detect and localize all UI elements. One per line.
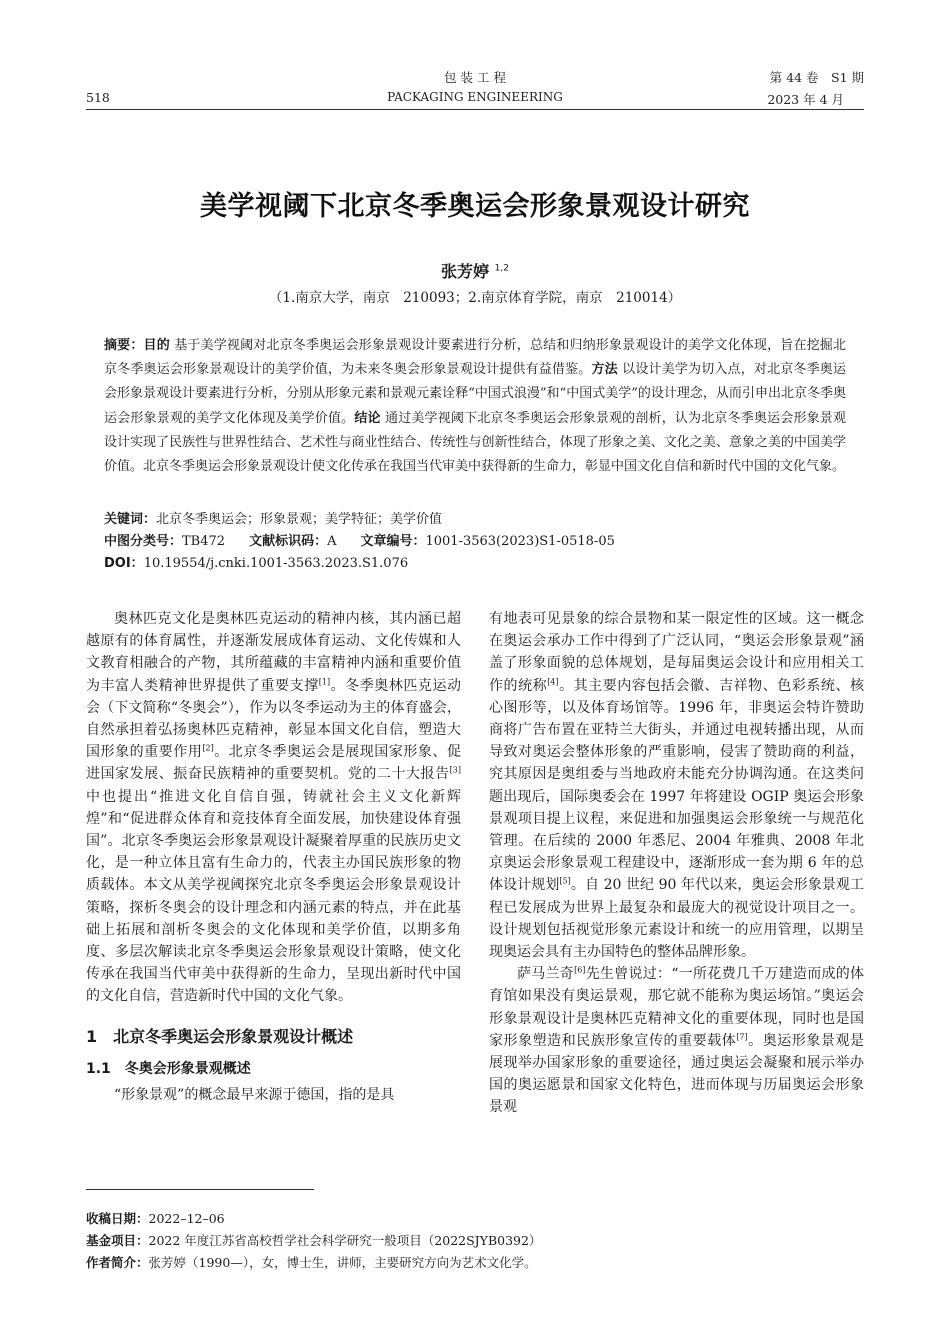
author-bio — [86, 1253, 537, 1271]
section-1-1-heading: 1.1 冬奥会形象景观概述 — [86, 1060, 251, 1077]
doi-label: DOI： — [104, 556, 144, 571]
right-text-1: 有地表可见景象的综合景物和某一限定性的区域。这一概念在奥运会承办工作中得到了广泛认同，“奥运会形象景观”涵盖了形象面貌的总体规划，是每届奥运会设计和应用相关工作的统称 — [489, 611, 864, 694]
author-affil-sup: 1,2 — [494, 263, 509, 274]
intro-text-4: 中也提出“推进文化自信自强，铸就社会主义文化新辉煌”和“促进群众体育和竞技体育全面发展，加快建设体育强国”。北京冬季奥运会形象景观设计凝聚着厚重的民族历史文化，是一种立体且富有生命力的，代表主办国民族形象的物质载体。本文从美学视阈探究北京冬季奥运会形象景观设计策略，探析冬奥会的设计理念和内涵元素的特点，并在此基础上拓展和剖析冬奥会的文化体现和美学价值，以期多角度、多层次解读北京冬季奥运会形象景观设计策略，使文化传承在我国当代审美中获得新的生命力，呈现出新时代中国的文化自信，营造新时代中国的文化气象。 — [86, 788, 461, 1005]
ref-1: [1] — [318, 676, 331, 686]
conclusion-label: 结论 — [354, 410, 381, 426]
abstract-purpose: 基于美学视阈对北京冬季奥运会形象景观设计要素进行分析，总结和归纳形象景观设计的美学文化体现，旨在挖掘北京冬季奥运会形象景观设计的美学价值，为未来冬奥会形象景观设计提供有益借鉴。 — [104, 338, 846, 378]
right-paragraph-2 — [489, 963, 864, 1118]
doi-value: 10.19554/j.cnki.1001-3563.2023.S1.076 — [143, 556, 409, 571]
ref-5: [5] — [559, 876, 571, 886]
right-text-4: 萨马兰奇 — [517, 966, 575, 983]
received-value: 2022–12–06 — [148, 1211, 225, 1226]
received-date — [86, 1209, 225, 1227]
ref-6: [6] — [574, 965, 586, 975]
footnote-rule — [86, 1189, 314, 1190]
doc-code-value: A — [327, 534, 337, 549]
right-text-5: 先生曾说过：“一所花费几千万建造而成的体育馆如果没有奥运景观，那它就不能称为奥运场馆。”奥运会形象景观设计是奥林匹克精神文化的重要体现，同时也是国家形象塑造和民族形象宣传的重要载体 — [489, 966, 865, 1049]
right-text-6: 。奥运形象景观是展现举办国家形象的重要途径，通过奥运会凝聚和展示举办国的奥运愿景和国家文化特色，进而体现与历届奥运会形象景观 — [489, 1032, 865, 1116]
abstract-method: 以设计美学为切入点，对北京冬季奥运会形象景观设计要素进行分析，分别从形象元素和景观元素诠释“中国式浪漫”和“中国式美学”的设计理念，从而引申出北京冬季奥运会形象景观的美学文化体现及美学价值。 — [104, 362, 846, 426]
section-1-heading: 1 北京冬季奥运会形象景观设计概述 — [86, 1026, 354, 1046]
left-column — [86, 608, 461, 1106]
section-1-1-paragraph: “形象景观”的概念最早来源于德国，指的是具 — [114, 1087, 395, 1104]
intro-paragraph — [86, 608, 461, 1008]
doc-code-label: 文献标识码： — [249, 534, 328, 549]
right-paragraph-1 — [489, 608, 864, 963]
abstract-label: 摘要： — [104, 338, 144, 353]
abstract — [104, 334, 846, 479]
ref-2: [2] — [202, 743, 214, 753]
paper-title: 美学视阈下北京冬季奥运会形象景观设计研究 — [200, 191, 750, 222]
author — [0, 259, 950, 282]
purpose-label: 目的 — [143, 338, 170, 353]
clc-label: 中图分类号： — [104, 534, 183, 549]
article-no-value: 1001-3563(2023)S1-0518-05 — [425, 534, 615, 549]
ref-4: [4] — [547, 676, 559, 686]
ref-7: [7] — [736, 1032, 748, 1042]
abstract-conclusion: 通过美学视阈下北京冬季奥运会形象景观的剖析，认为北京冬季奥运会形象景观设计实现了民族性与世界性结合、艺术性与商业性结合、传统性与创新性结合，体现了形象之美、文化之美、意象之美的中国美学价值。北京冬季奥运会形象景观设计使文化传承在我国当代审美中获得新的生命力，彰显中国文化自信和新时代中国的文化气象。 — [104, 410, 846, 475]
bio-label: 作者简介： — [86, 1255, 149, 1270]
method-label: 方法 — [591, 362, 618, 378]
fund-label: 基金项目： — [86, 1233, 149, 1248]
right-text-2: 。其主要内容包括会徽、吉祥物、色彩系统、核心图形等，以及体育场馆等。1996 年，非奥运会特许赞助商将广告布置在亚特兰大街头，并通过电视转播出现，从而导致对奥运会整体形象的严重影响，侵害了赞助商的利益，究其原因是奥组委与当地政府未能充分协调沟通。在这类问题出现后，国际奥委会在 1997 年将建设 OGIP 奥运会形象景观项目提上议程，来促进和加强奥运会形象统一与规范化管理。在后续的 2000 年悉尼、2004 年雅典、2008 年北京奥运会形象景观工程建设中，逐渐形成一套为期 6 年的总体设计规划 — [489, 677, 865, 894]
fund-value: 2022 年度江苏省高校哲学社会科学研究一般项目（2022SJYB0392） — [148, 1233, 542, 1248]
doi — [104, 553, 846, 576]
intro-text-3: 。北京冬季奥运会是展现国家形象、促进国家发展、振奋民族精神的重要契机。党的二十大报告 — [86, 744, 462, 783]
right-column — [489, 608, 864, 1119]
page-number: 518 — [86, 90, 110, 105]
keywords — [104, 509, 846, 532]
keywords-label: 关键词： — [104, 512, 157, 527]
intro-text-2: 。冬季奥林匹克运动会（下文简称“冬奥会”），作为以冬季运动为主的体育盛会，自然承担着弘扬奥林匹克精神，彰显本国文化自信，塑造大国形象的重要作用 — [86, 677, 462, 761]
keywords-value: 北京冬季奥运会；形象景观；美学特征；美学价值 — [156, 512, 443, 527]
fund-project — [86, 1231, 541, 1249]
right-text-3: 。自 20 世纪 90 年代以来，奥运会形象景观工程已发展成为世界上最复杂和最庞大的视觉设计项目之一。设计规划包括视觉形象元素设计和统一的应用管理，以期呈现奥运会具有主办国特色的整体品牌形象。 — [489, 877, 865, 961]
received-label: 收稿日期： — [86, 1211, 149, 1226]
article-no-label: 文章编号： — [360, 534, 426, 549]
header-rule — [86, 109, 864, 110]
journal-name-en: PACKAGING ENGINEERING — [387, 90, 563, 104]
clc-value: TB472 — [182, 534, 226, 549]
author-name: 张芳婷 — [441, 262, 490, 281]
journal-name-cn: 包 装 工 程 — [444, 70, 506, 85]
ref-3: [3] — [449, 765, 461, 775]
bio-value: 张芳婷（1990—），女，博士生，讲师，主要研究方向为艺术文化学。 — [148, 1255, 537, 1270]
affiliation: （1.南京大学，南京 210093；2.南京体育学院，南京 210014） — [268, 290, 682, 306]
issue-date: 2023 年 4 月 — [767, 92, 844, 107]
intro-text-1: 奥林匹克文化是奥林匹克运动的精神内核，其内涵已超越原有的体育属性，并逐渐发展成体育运动、文化传媒和人文教育相融合的产物，其所蕴藏的丰富精神内涵和重要价值为丰富人类精神世界提供了重要支撑 — [86, 611, 461, 694]
classification — [104, 531, 846, 554]
volume-issue: 第 44 卷 S1 期 — [769, 70, 864, 85]
